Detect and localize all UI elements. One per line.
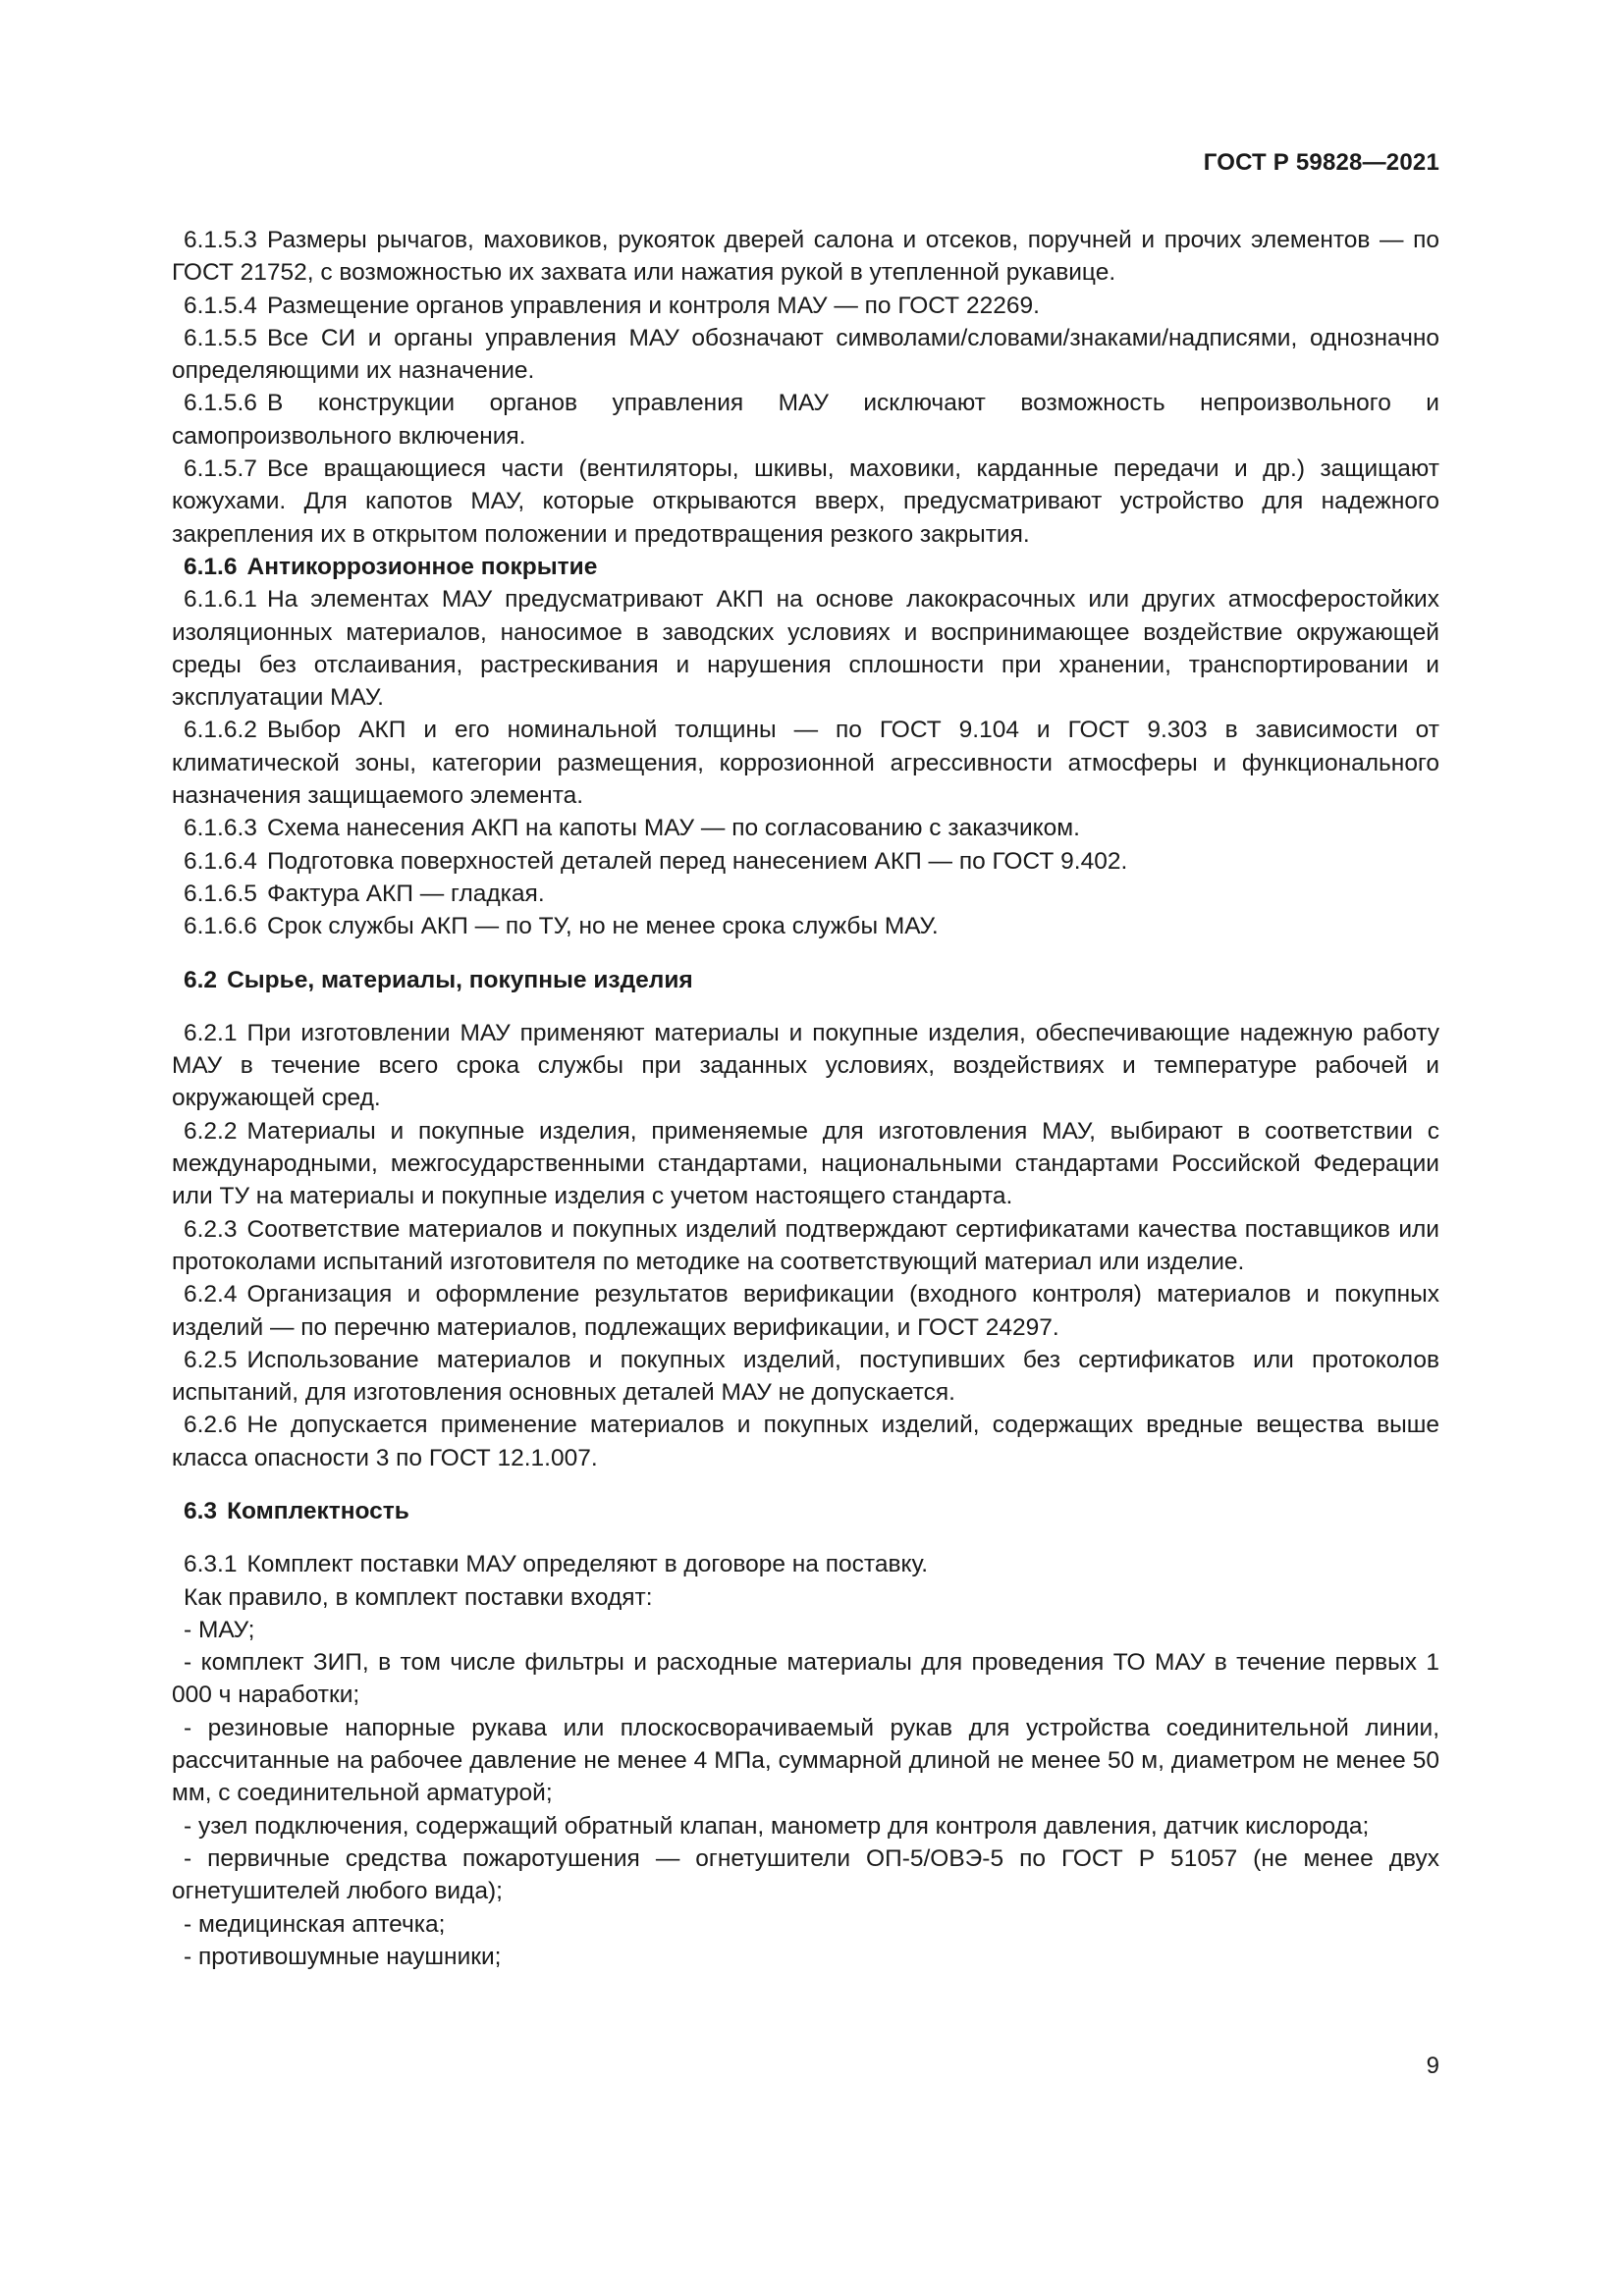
- clause-text: При изготовлении МАУ применяют материалы и покупные изделия, обеспечивающие надежную работу МАУ в течение всего срока службы при заданных условиях, воздействиях и температуре рабочей и окружающей сред.: [172, 1019, 1439, 1112]
- clause-text: Использование материалов и покупных изделий, поступивших без сертификатов или протоколов испытаний, для изготовления основных деталей МАУ не допускается.: [172, 1346, 1439, 1407]
- clause-number: 6.2.6: [184, 1412, 238, 1439]
- clause-6-1-6-6: [172, 910, 1439, 942]
- list-item: - первичные средства пожаротушения — огнетушители ОП-5/ОВЭ-5 по ГОСТ Р 51057 (не менее двух огнетушителей любого вида);: [172, 1844, 1439, 1905]
- clause-number: 6.1.6.6: [184, 913, 257, 940]
- delivery-intro: Как правило, в комплект поставки входят:: [184, 1583, 653, 1611]
- clause-number: 6.2.4: [184, 1281, 238, 1308]
- clause-6-2-2: [172, 1115, 1439, 1213]
- clause-number: 6.1.6.4: [184, 847, 257, 875]
- page-body: [172, 224, 1439, 1973]
- section-heading-6-2: [172, 964, 1439, 996]
- clause-text: Фактура АКП — гладкая.: [266, 880, 545, 907]
- clause-6-1-6-5: [172, 878, 1439, 910]
- page-number: 9: [1426, 2053, 1439, 2079]
- list-item: - резиновые напорные рукава или плоскосворачиваемый рукав для устройства соединительной линии, рассчитанные на рабочее давление не менее 4 МПа, суммарной длиной не менее 50 м, диаметром не менее 50 мм, с соединительной арматурой;: [172, 1714, 1439, 1807]
- clause-number: 6.1.5.6: [184, 390, 257, 417]
- list-item: - узел подключения, содержащий обратный клапан, манометр для контроля давления, датчик кислорода;: [184, 1812, 1370, 1840]
- clause-text: Схема нанесения АКП на капоты МАУ — по согласованию с заказчиком.: [266, 815, 1080, 842]
- section-title: Антикоррозионное покрытие: [246, 553, 598, 580]
- clause-number: 6.1.6.2: [184, 717, 257, 744]
- clause-number: 6.3.1: [184, 1551, 238, 1578]
- document-id-header: ГОСТ Р 59828—2021: [1203, 149, 1439, 176]
- clause-text: Подготовка поверхностей деталей перед нанесением АКП — по ГОСТ 9.402.: [266, 847, 1128, 875]
- clause-6-1-6-2: [172, 714, 1439, 812]
- clause-text: Все СИ и органы управления МАУ обозначают символами/словами/знаками/надписями, однозначно определяющими их назначение.: [172, 324, 1439, 385]
- clause-text: Материалы и покупные изделия, применяемые для изготовления МАУ, выбирают в соответствии с международными, межгосударственными стандартами, национальными стандартами Российской Федерации или ТУ на материалы и покупные изделия с учетом настоящего стандарта.: [172, 1117, 1439, 1210]
- clause-6-1-5-5: [172, 322, 1439, 388]
- clause-6-2-3: [172, 1213, 1439, 1279]
- section-number: 6.1.6: [184, 553, 238, 580]
- clause-number: 6.2.5: [184, 1346, 238, 1373]
- clause-number: 6.1.5.3: [184, 227, 257, 253]
- clause-6-2-1: [172, 1017, 1439, 1115]
- section-heading-6-3: [172, 1495, 1439, 1527]
- clause-text: Размеры рычагов, маховиков, рукояток дверей салона и отсеков, поручней и прочих элементов — по ГОСТ 21752, с возможностью их захвата или нажатия рукой в утепленной рукавице.: [172, 227, 1439, 287]
- clause-6-1-5-3: [172, 224, 1439, 290]
- clause-6-1-5-6: [172, 387, 1439, 453]
- clause-6-1-5-7: [172, 453, 1439, 551]
- clause-6-1-6-3: [172, 812, 1439, 844]
- clause-text: Не допускается применение материалов и покупных изделий, содержащих вредные вещества выше класса опасности 3 по ГОСТ 12.1.007.: [172, 1412, 1439, 1471]
- clause-text: Размещение органов управления и контроля МАУ — по ГОСТ 22269.: [266, 292, 1040, 319]
- clause-6-3-1: [172, 1548, 1439, 1580]
- clause-text: Комплект поставки МАУ определяют в договоре на поставку.: [246, 1551, 929, 1578]
- clause-number: 6.2.1: [184, 1019, 238, 1046]
- clause-6-2-4: [172, 1278, 1439, 1344]
- clause-6-1-6-1: [172, 583, 1439, 714]
- list-item: - комплект ЗИП, в том числе фильтры и расходные материалы для проведения ТО МАУ в течение первых 1 000 ч наработки;: [172, 1649, 1439, 1709]
- clause-6-1-5-4: [172, 290, 1439, 322]
- clause-number: 6.1.6.5: [184, 880, 257, 907]
- clause-number: 6.1.6.1: [184, 586, 257, 614]
- clause-text: Выбор АКП и его номинальной толщины — по ГОСТ 9.104 и ГОСТ 9.303 в зависимости от климатической зоны, категории размещения, коррозионной агрессивности атмосферы и функционального назначения защищаемого элемента.: [172, 717, 1439, 810]
- clause-number: 6.1.5.5: [184, 324, 257, 351]
- clause-number: 6.1.6.3: [184, 815, 257, 842]
- clause-number: 6.1.5.4: [184, 292, 257, 319]
- clause-text: Все вращающиеся части (вентиляторы, шкивы, маховики, карданные передачи и др.) защищают кожухами. Для капотов МАУ, которые открываются вверх, предусматривают устройство для надежного закрепления их в открытом положении и предотвращения резкого закрытия.: [172, 455, 1439, 548]
- list-item: - медицинская аптечка;: [184, 1910, 446, 1938]
- section-number: 6.3: [184, 1497, 218, 1524]
- clause-6-1-6-4: [172, 845, 1439, 878]
- clause-text: Срок службы АКП — по ТУ, но не менее срока службы МАУ.: [266, 913, 939, 940]
- clause-number: 6.2.2: [184, 1117, 238, 1145]
- list-item: - МАУ;: [184, 1616, 255, 1643]
- clause-6-2-5: [172, 1344, 1439, 1410]
- clause-number: 6.1.5.7: [184, 455, 257, 483]
- section-title: Сырье, материалы, покупные изделия: [227, 966, 693, 993]
- clause-text: На элементах МАУ предусматривают АКП на основе лакокрасочных или других атмосферостойких изоляционных материалов, наносимое в заводских условиях и воспринимающее воздействие окружающей среды без отслаивания, растрескивания и нарушения сплошности при хранении, транспортировании и эксплуатации МАУ.: [172, 586, 1439, 712]
- clause-text: Соответствие материалов и покупных изделий подтверждают сертификатами качества поставщиков или протоколами испытаний изготовителя по методике на соответствующий материал или изделие.: [172, 1215, 1439, 1275]
- section-title: Комплектность: [227, 1497, 409, 1524]
- clause-number: 6.2.3: [184, 1215, 238, 1243]
- section-heading-6-1-6: [172, 551, 1439, 583]
- list-item: - противошумные наушники;: [184, 1943, 502, 1970]
- section-number: 6.2: [184, 966, 218, 993]
- clause-6-2-6: [172, 1409, 1439, 1474]
- clause-text: В конструкции органов управления МАУ исключают возможность непроизвольного и самопроизвольного включения.: [172, 390, 1439, 450]
- clause-text: Организация и оформление результатов верификации (входного контроля) материалов и покупных изделий — по перечню материалов, подлежащих верификации, и ГОСТ 24297.: [172, 1281, 1439, 1341]
